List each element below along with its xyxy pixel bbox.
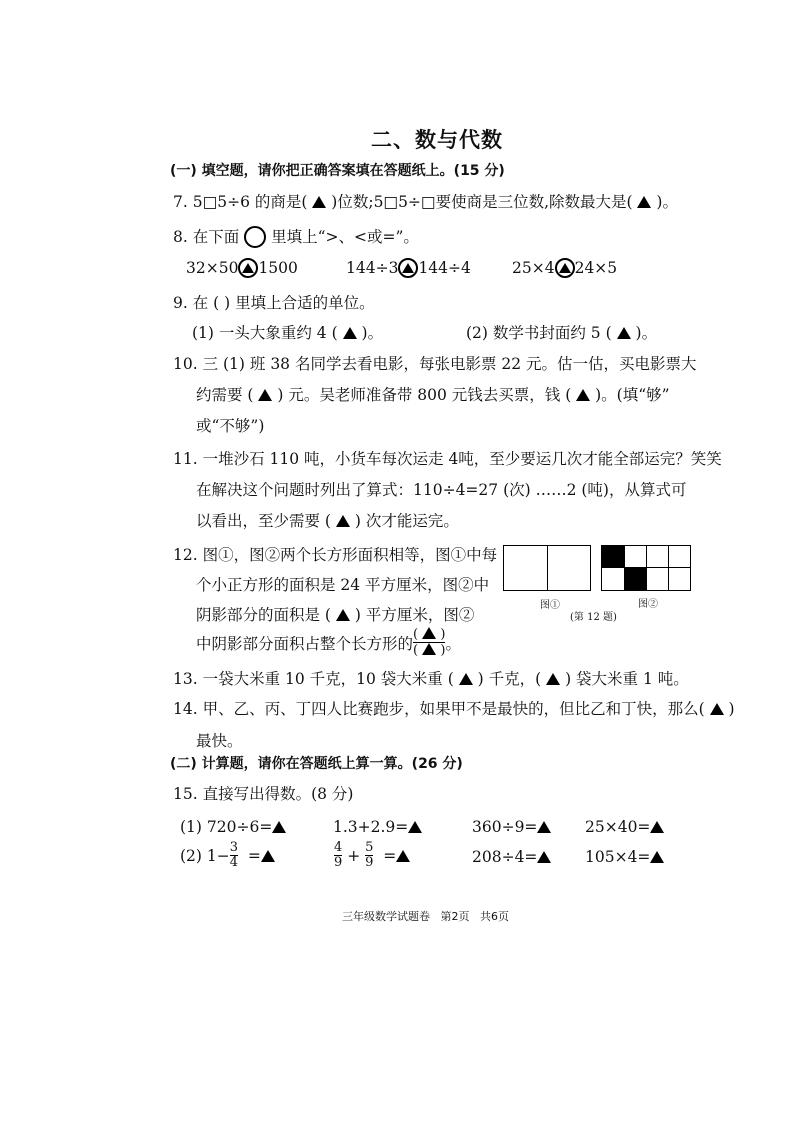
answer-triangle-icon — [710, 703, 724, 715]
question-10-line-3: 或“不够”) — [196, 417, 265, 435]
question-11-line-1: 11. 一堆沙石 110 吨，小货车每次运走 4吨，至少要运几次才能全部运完？笑笑 — [173, 450, 722, 468]
answer-triangle-icon — [343, 327, 357, 339]
calc-1-3: 360÷9= — [472, 818, 551, 836]
question-14-line-1: 14. 甲、乙、丙、丁四人比赛跑步，如果甲不是最快的，但比乙和丁快，那么( ) — [173, 700, 735, 718]
question-13: 13. 一袋大米重 10 千克，10 袋大米重 ( ) 千克，( ) 袋大米重 1 吨。 — [173, 670, 689, 688]
question-12-line-4: 中阴影部分面积占整个长方形的 $\frac{( )}{( )}$ 。 — [196, 627, 461, 659]
answer-triangle-icon — [336, 515, 350, 527]
figure-2-rectangle — [601, 545, 691, 591]
answer-triangle-icon — [258, 389, 272, 401]
question-8: 8. 在下面 里填上“>、<或=”。 — [173, 228, 419, 246]
figure-2-label: 图② — [638, 599, 658, 610]
answer-triangle-icon — [617, 327, 631, 339]
fraction: $\frac{3}{4}$ — [229, 840, 239, 871]
answer-circle-icon — [555, 258, 575, 278]
answer-triangle-icon — [408, 821, 422, 833]
question-8-item-2: 144÷3 144÷4 — [346, 259, 471, 277]
figure-1-rectangle — [503, 545, 591, 591]
question-9-part-2: (2) 数学书封面约 5 ( )。 — [466, 324, 658, 342]
question-9-part-1: (1) 一头大象重约 4 ( )。 — [192, 324, 384, 342]
calc-2-2: $\frac{4}{9}$ + $\frac{5}{9}$ = — [334, 841, 410, 871]
question-8-item-3: 25×4 24×5 — [512, 259, 618, 277]
answer-triangle-icon — [546, 673, 560, 685]
question-10-line-1: 10. 三 (1) 班 38 名同学去看电影，每张电影票 22 元。估一估，买电影票大 — [173, 355, 697, 373]
fraction-answer: $\frac{( )}{( )}$ — [413, 627, 446, 659]
section-calculation: (二) 计算题，请你在答题纸上算一算。(26 分) — [170, 756, 463, 772]
page-footer: 三年级数学试题卷 第2页 共6页 — [342, 910, 509, 923]
question-9: 9. 在 ( ) 里填上合适的单位。 — [173, 294, 375, 312]
answer-triangle-icon — [336, 609, 350, 621]
question-10-line-2: 约需要 ( ) 元。吴老师准备带 800 元钱去买票，钱 ( )。(填“够” — [196, 386, 670, 404]
answer-circle-icon — [238, 258, 258, 278]
calc-1-1: (1) 720÷6= — [180, 818, 286, 836]
answer-triangle-icon — [272, 821, 286, 833]
question-12-line-2: 个小正方形的面积是 24 平方厘米，图②中 — [196, 576, 490, 594]
question-8-item-1: 32×50 1500 — [186, 259, 298, 277]
answer-triangle-icon — [422, 643, 436, 655]
shaded-square — [602, 546, 624, 568]
answer-triangle-icon — [459, 673, 473, 685]
calc-2-3: 208÷4= — [472, 848, 551, 866]
answer-circle-icon — [398, 258, 418, 278]
answer-triangle-icon — [537, 851, 551, 863]
figure-1-label: 图① — [540, 600, 560, 611]
answer-triangle-icon — [576, 389, 590, 401]
question-11-line-2: 在解决这个问题时列出了算式：110÷4=27 (次) ……2 (吨)，从算式可 — [196, 481, 687, 499]
page-title: 二、数与代数 — [371, 128, 503, 152]
answer-triangle-icon — [261, 850, 275, 862]
section-fill-in: (一) 填空题，请你把正确答案填在答题纸上。(15 分) — [170, 163, 505, 179]
question-7: 7. 5□5÷6 的商是( )位数;5□5÷□要使商是三位数,除数最大是( )。 — [173, 193, 678, 211]
answer-triangle-icon — [637, 196, 651, 208]
shaded-square — [624, 567, 646, 591]
question-12-line-3: 阴影部分的面积是 ( ) 平方厘米，图② — [196, 606, 475, 624]
question-15: 15. 直接写出得数。(8 分) — [173, 785, 354, 803]
answer-triangle-icon — [650, 851, 664, 863]
question-12-line-1: 12. 图①，图②两个长方形面积相等，图①中每 — [173, 546, 498, 564]
answer-triangle-icon — [396, 850, 410, 862]
answer-triangle-icon — [312, 196, 326, 208]
question-14-line-2: 最快。 — [196, 732, 243, 750]
calc-2-4: 105×4= — [585, 848, 664, 866]
calc-1-4: 25×40= — [585, 818, 664, 836]
calc-1-2: 1.3+2.9= — [333, 818, 422, 836]
calc-2-1: (2) 1− $\frac{3}{4}$ = — [180, 841, 275, 871]
answer-triangle-icon — [650, 821, 664, 833]
fraction: $\frac{4}{9}$ — [334, 840, 343, 871]
answer-triangle-icon — [422, 627, 436, 639]
answer-triangle-icon — [537, 821, 551, 833]
figure-caption: (第 12 题) — [570, 612, 617, 623]
circle-icon — [244, 226, 266, 248]
question-11-line-3: 以看出，至少需要 ( ) 次才能运完。 — [196, 512, 459, 530]
fraction: $\frac{5}{9}$ — [365, 840, 374, 871]
